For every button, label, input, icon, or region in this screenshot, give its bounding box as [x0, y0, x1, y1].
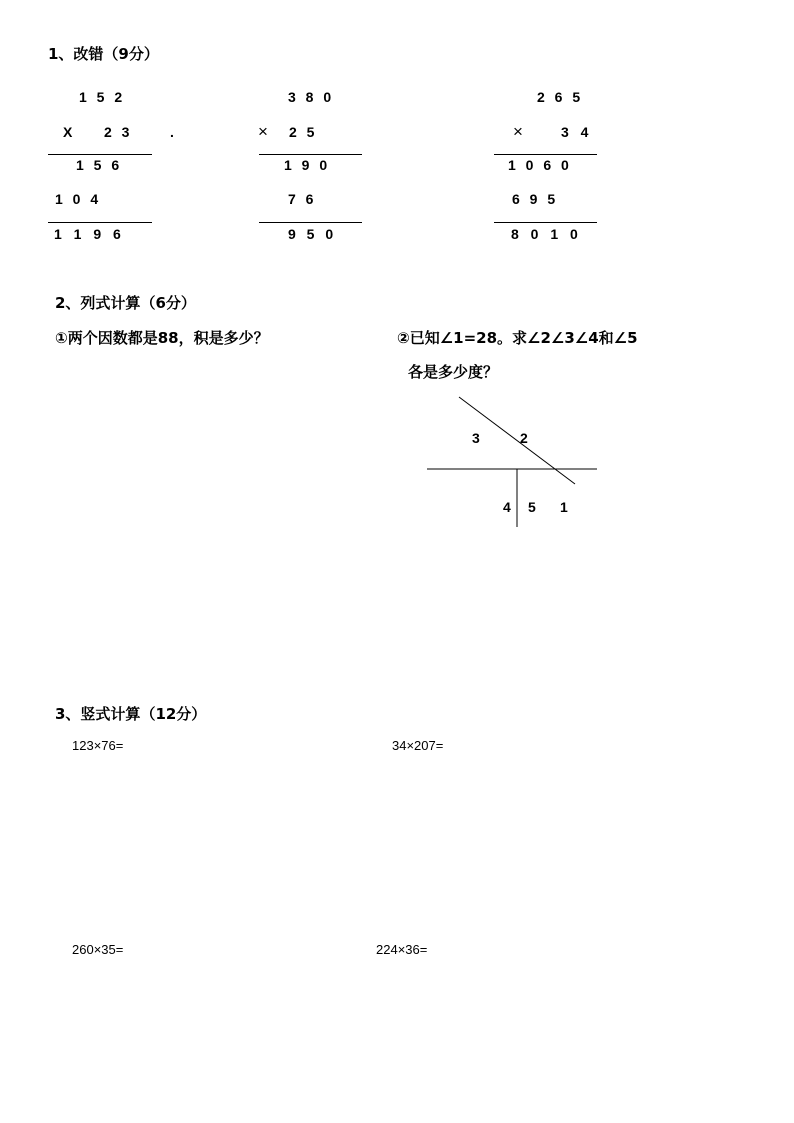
equation-2: 34×207=: [392, 738, 444, 753]
angle-label-1: 1: [560, 499, 568, 515]
problem-a-dot: .: [170, 124, 174, 140]
equation-4: 224×36=: [376, 942, 428, 957]
problem-b-multiplicand: 3 8 0: [288, 89, 332, 105]
problem-b-partial1: 1 9 0: [284, 157, 328, 173]
angle-label-3: 3: [472, 430, 480, 446]
problem-b-operator: ×: [258, 122, 268, 141]
problem-b-result: 9 5 0: [288, 226, 334, 242]
problem-a-operator: X: [63, 124, 73, 140]
problem-a-multiplier: 2 3: [104, 124, 130, 140]
problem-c-result: 8 0 1 0: [511, 226, 578, 242]
question-2-line-2: 各是多少度？: [408, 363, 499, 381]
question-2-line-1: ②已知∠1=28。求∠2∠3∠4和∠5: [397, 329, 638, 347]
problem-c-multiplier: 3 4: [561, 124, 589, 140]
problem-a-partial2: 1 0 4: [55, 191, 99, 207]
problem-c-partial2: 6 9 5: [512, 191, 556, 207]
angle-label-2: 2: [520, 430, 528, 446]
problem-b-partial2: 7 6: [288, 191, 314, 207]
equation-1: 123×76=: [72, 738, 124, 753]
angle-label-5: 5: [528, 499, 536, 515]
problem-b-multiplier: 2 5: [289, 124, 315, 140]
problem-c-multiplicand: 2 6 5: [537, 89, 581, 105]
angle-label-4: 4: [503, 499, 511, 515]
problem-a-multiplicand: 1 5 2: [79, 89, 123, 105]
section1-title: 1、改错（9分）: [48, 45, 159, 63]
problem-c-operator: ×: [513, 122, 523, 141]
problem-a-partial1: 1 5 6: [76, 157, 120, 173]
problem-c-partial1: 1 0 6 0: [508, 157, 569, 173]
problem-a-result: 1 1 9 6: [54, 226, 121, 242]
section2-title: 2、列式计算（6分）: [55, 294, 196, 312]
question-1: ①两个因数都是88，积是多少？: [55, 329, 269, 347]
section3-title: 3、竖式计算（12分）: [55, 705, 207, 723]
equation-3: 260×35=: [72, 942, 124, 957]
